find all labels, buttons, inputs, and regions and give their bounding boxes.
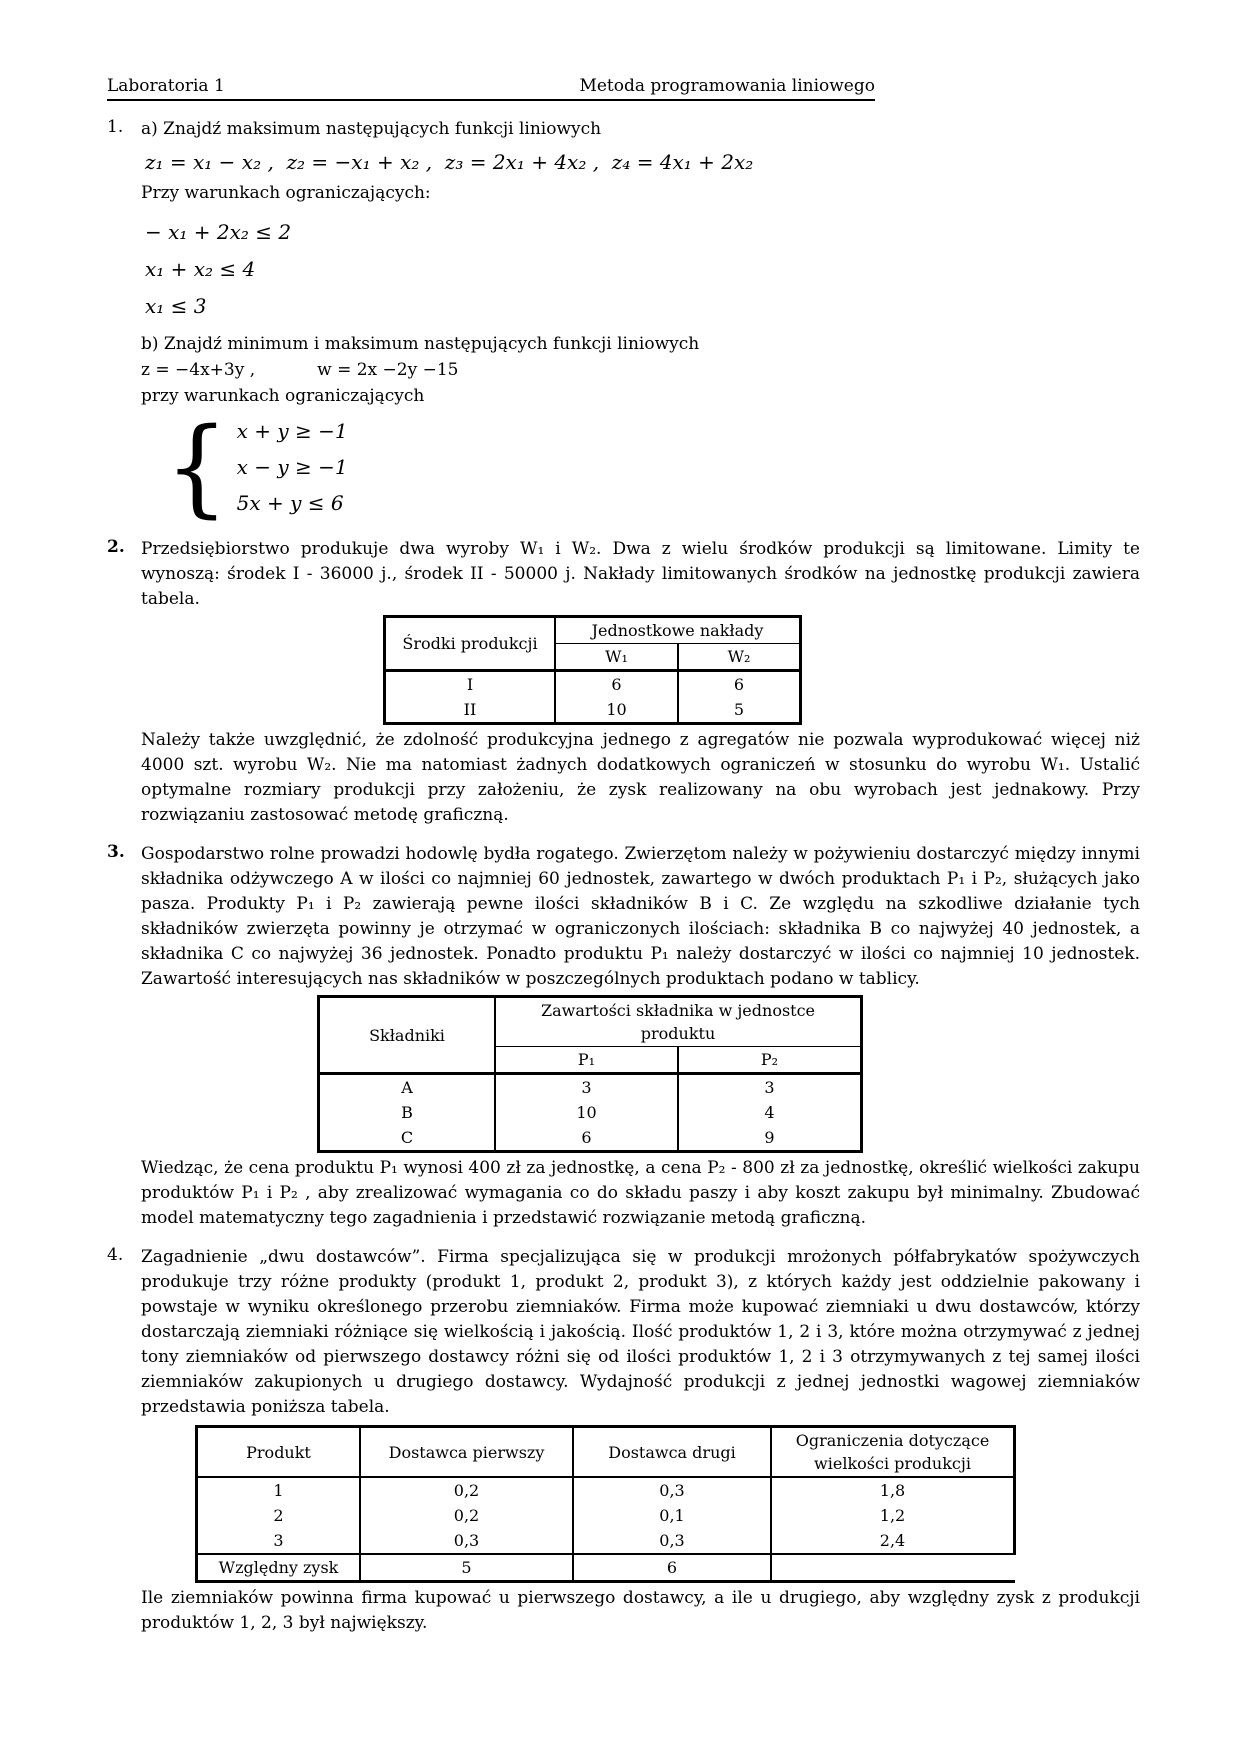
- row-label: I: [385, 671, 556, 698]
- problem-1b-intro: b) Znajdź minimum i maksimum następujących funkcji liniowych: [141, 334, 700, 354]
- document-header: [107, 76, 875, 101]
- table-cell: 10: [495, 1100, 678, 1125]
- column-header-limits: Ograniczenia dotyczące wielkości produkcji: [771, 1427, 1015, 1478]
- table-corner-header: Środki produkcji: [385, 617, 556, 671]
- problem-1b-constraints-label: przy warunkach ograniczających: [141, 386, 425, 406]
- system-line-2: x − y ≥ −1: [236, 455, 348, 479]
- constraint-line-2: x₁ + x₂ ≤ 4: [145, 257, 256, 281]
- problem-1b-formulas: [141, 358, 1140, 383]
- column-header-product: Produkt: [197, 1427, 361, 1478]
- table-cell: 0,3: [360, 1528, 573, 1554]
- table-row: [197, 1528, 1015, 1554]
- table-cell: 1,8: [771, 1477, 1015, 1503]
- table-row: [319, 1125, 862, 1152]
- problem-list: [107, 117, 1140, 1636]
- table-cell: 6: [573, 1554, 771, 1582]
- problem-4-text-2: Ile ziemniaków powinna firma kupować u pierwszego dostawcy, a ile u drugiego, aby względny zysk z produkcji produktów 1, 2, 3 był największy.: [141, 1588, 1140, 1633]
- table-row: [197, 1477, 1015, 1503]
- table-cell: 4: [764, 1103, 775, 1122]
- column-header-p2: P₂: [678, 1047, 862, 1074]
- objective-functions: z₁ = x₁ − x₂ , z₂ = −x₁ + x₂ , z₃ = 2x₁ + 4x₂ , z₄ = 4x₁ + 2x₂: [145, 150, 754, 174]
- table-cell: 1,2: [771, 1503, 1015, 1528]
- table-cell: 6: [555, 671, 678, 698]
- problem-3-number: 3.: [107, 842, 125, 862]
- row-label: B: [319, 1100, 496, 1125]
- system-line-3: 5x + y ≤ 6: [236, 491, 344, 515]
- table-cell: 0,3: [573, 1477, 771, 1503]
- table-cell: 9: [764, 1128, 775, 1147]
- empty-cell: [771, 1554, 1015, 1582]
- table-cell: 0,1: [573, 1503, 771, 1528]
- table-cell: 10: [555, 697, 678, 724]
- row-label: 1: [197, 1477, 361, 1503]
- problem-2-number: 2.: [107, 537, 125, 557]
- table-span-header: Zawartości składnika w jednostce produktu: [495, 997, 862, 1047]
- table-cell: 6: [733, 675, 745, 694]
- problem-4: [107, 1245, 1140, 1636]
- column-header-supplier-2: Dostawca drugi: [573, 1427, 771, 1478]
- table-cell: 2,4: [771, 1528, 1015, 1554]
- table-cell: 0,2: [360, 1477, 573, 1503]
- table-row: [385, 697, 801, 724]
- table-footer-row: [197, 1554, 1015, 1582]
- problem-4-body: [141, 1245, 1140, 1636]
- suppliers-table: [195, 1425, 1016, 1583]
- row-label: 3: [197, 1528, 361, 1554]
- formula-w: w = 2x −2y −15: [317, 360, 459, 380]
- formula-z: z = −4x+3y ,: [141, 360, 256, 380]
- column-header-w2: W₂: [678, 644, 801, 671]
- row-label: II: [385, 697, 556, 724]
- constraint-line-3: x₁ ≤ 3: [145, 294, 207, 318]
- header-right-title: Metoda programowania liniowego: [579, 76, 875, 96]
- problem-1a-constraints-label: Przy warunkach ograniczających:: [141, 183, 431, 203]
- problem-2-text-2: Należy także uwzględnić, że zdolność produkcyjna jednego z agregatów nie pozwala wyprodukować więcej niż 4000 szt. wyrobu W₂. Nie ma natomiast żadnych dodatkowych ograniczeń w stosunku do wyrobu W₁. Ustalić optymalne rozmiary produkcji przy założeniu, że zysk realizowany na obu wyrobach jest jednakowy. Przy rozwiązaniu zastosować metodę graficzną.: [141, 730, 1140, 825]
- table-cell: 3: [764, 1078, 775, 1097]
- unit-inputs-table: [383, 615, 802, 725]
- column-header-p1: P₁: [495, 1047, 678, 1074]
- problem-3-body: [141, 842, 1140, 1231]
- problem-1-body: [141, 117, 1140, 529]
- table-cell: 0,3: [573, 1528, 771, 1554]
- table-cell: 3: [495, 1074, 678, 1101]
- problem-4-number: 4.: [107, 1245, 124, 1265]
- row-label: A: [319, 1074, 496, 1101]
- table-cell: 5: [360, 1554, 573, 1582]
- header-left-title: Laboratoria 1: [107, 76, 225, 96]
- problem-2-body: [141, 537, 1140, 828]
- table-cell: 6: [495, 1125, 678, 1152]
- column-header-supplier-1: Dostawca pierwszy: [360, 1427, 573, 1478]
- problem-1a-intro: a) Znajdź maksimum następujących funkcji liniowych: [141, 119, 602, 139]
- brace-icon: {: [165, 404, 229, 529]
- problem-3-text: Gospodarstwo rolne prowadzi hodowlę bydła rogatego. Zwierzętom należy w pożywieniu dostarczyć między innymi składnika odżywczego A w ilości co najmniej 60 jednostek, zawartego w dwóch produktach P₁ i P₂, służących jako pasza. Produkty P₁ i P₂ zawierają pewne ilości składników B i C. Ze względu na szkodliwe działanie tych składników zwierzęta powinny je otrzymać w ograniczonych ilościach: składnika B co najwyżej 40 jednostek, a składnika C co najwyżej 36 jednostek. Ponadto produktu P₁ należy dostarczyć w ilości co najmniej 10 jednostek. Zawartość interesujących nas składników w poszczególnych produktach podano w tablicy.: [141, 844, 1140, 989]
- table-row: [385, 671, 801, 698]
- problem-2-text: Przedsiębiorstwo produkuje dwa wyroby W₁ i W₂. Dwa z wielu środków produkcji są limitowane. Limity te wynoszą: środek I - 36000 j., środek II - 50000 j. Nakłady limitowanych środków na jednostkę produkcji zawiera tabela.: [141, 539, 1140, 609]
- table-cell: 5: [733, 700, 745, 719]
- constraint-line-1: − x₁ + 2x₂ ≤ 2: [145, 220, 292, 244]
- footer-label: Względny zysk: [197, 1554, 361, 1582]
- table-cell: 0,2: [360, 1503, 573, 1528]
- system-line-1: x + y ≥ −1: [236, 419, 348, 443]
- row-label: C: [319, 1125, 496, 1152]
- problem-1-number: 1.: [107, 117, 124, 137]
- problem-2: [107, 537, 1140, 828]
- table-row: [197, 1503, 1015, 1528]
- table-row: [319, 1100, 862, 1125]
- problem-3: [107, 842, 1140, 1231]
- system-lines: [237, 413, 348, 521]
- problem-4-text: Zagadnienie „dwu dostawców”. Firma specjalizująca się w produkcji mrożonych półfabrykatów spożywczych produkuje trzy różne produkty (produkt 1, produkt 2, produkt 3), z których każdy jest oddzielnie pakowany i powstaje w wyniku określonego przerobu ziemniaków. Firma może kupować ziemniaki u dwu dostawców, którzy dostarczają ziemniaki różniące się wielkością i jakością. Ilość produktów 1, 2 i 3, które można otrzymywać z jednej tony ziemniaków od pierwszego dostawcy różni się od ilości produktów 1, 2 i 3 otrzymywanych z tej samej ilości ziemniaków zakupionych u drugiego dostawcy. Wydajność produkcji z jednej jednostki wagowej ziemniaków przedstawia poniższa tabela.: [141, 1247, 1140, 1417]
- table-corner-header: Składniki: [319, 997, 496, 1074]
- problem-3-text-2: Wiedząc, że cena produktu P₁ wynosi 400 zł za jednostkę, a cena P₂ - 800 zł za jednostkę, określić wielkości zakupu produktów P₁ i P₂ , aby zrealizować wymagania co do składu paszy i aby koszt zakupu był minimalny. Zbudować model matematyczny tego zagadnienia i przedstawić rozwiązanie metodą graficzną.: [141, 1158, 1140, 1228]
- problem-1: [107, 117, 1140, 529]
- table-span-header: Jednostkowe nakłady: [555, 617, 801, 644]
- row-label: 2: [197, 1503, 361, 1528]
- table-row: [319, 1074, 862, 1101]
- column-header-w1: W₁: [555, 644, 678, 671]
- ingredients-table: [317, 995, 863, 1153]
- inequality-system: [165, 404, 1140, 529]
